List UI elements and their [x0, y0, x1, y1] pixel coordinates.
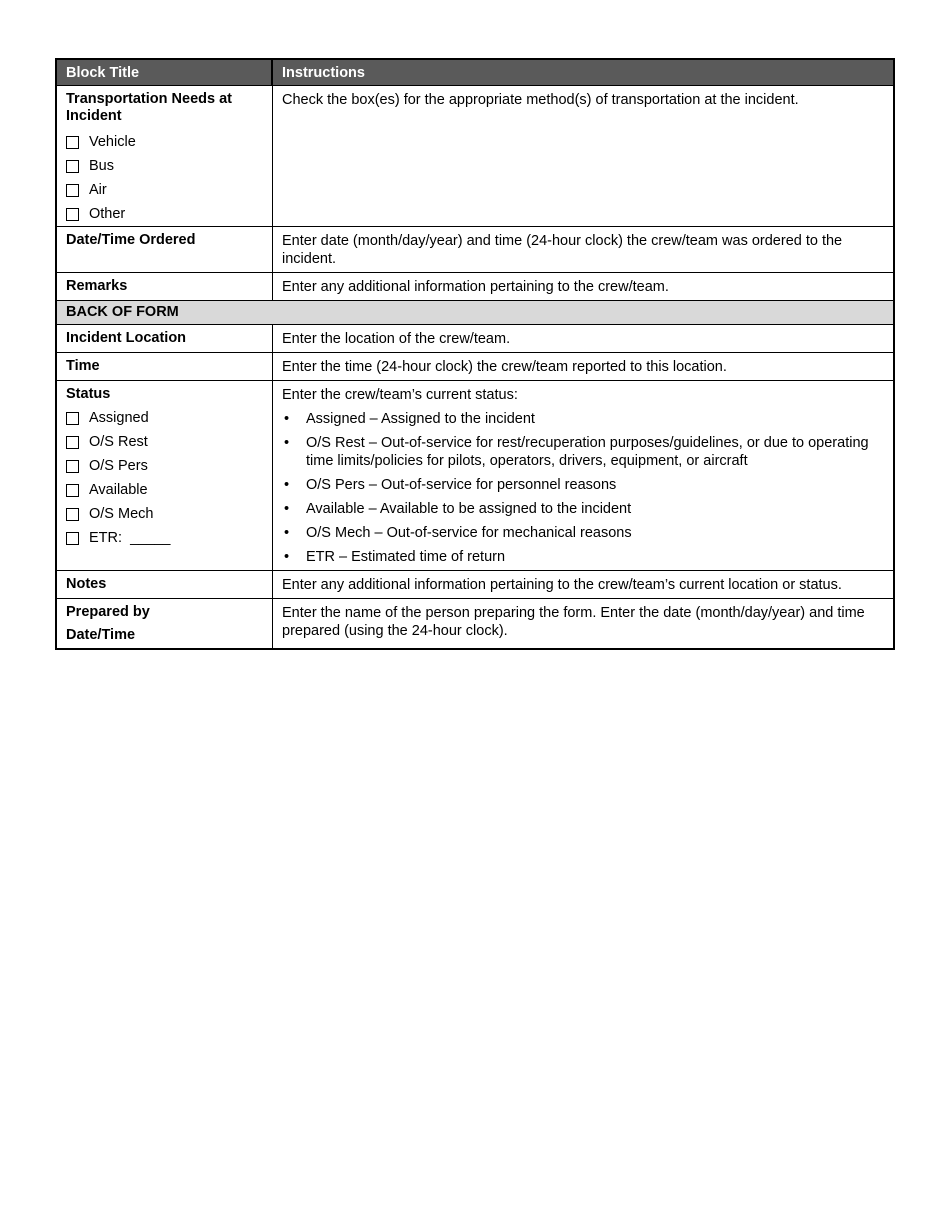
- ordered-instruction: Enter date (month/day/year) and time (24-hour clock) the crew/team was ordered to the incident.: [282, 233, 843, 267]
- header-block-title: Block Title: [57, 60, 273, 85]
- list-item: • Assigned – Assigned to the incident: [284, 411, 535, 427]
- checkbox-label: Air: [89, 182, 107, 198]
- checkbox-label: Other: [89, 206, 126, 222]
- prepared-by-title: Prepared by: [66, 604, 150, 620]
- table-row: [57, 598, 893, 648]
- other-checkbox[interactable]: [66, 208, 79, 221]
- bullet-icon: •: [284, 435, 290, 451]
- checkbox-label: Available: [89, 482, 148, 498]
- os-mech-checkbox[interactable]: [66, 508, 79, 521]
- air-checkbox[interactable]: [66, 184, 79, 197]
- status-title: Status: [66, 386, 111, 402]
- location-title: Incident Location: [57, 325, 273, 352]
- bullet-icon: •: [284, 501, 290, 517]
- table-header: [57, 60, 893, 85]
- available-checkbox[interactable]: [66, 484, 79, 497]
- remarks-instruction: Enter any additional information pertaining to the crew/team.: [282, 279, 669, 295]
- checkbox-label: O/S Rest: [89, 434, 148, 450]
- table-row: [57, 272, 893, 300]
- checkbox-label: ETR: _____: [89, 530, 171, 546]
- table-row: [57, 352, 893, 380]
- checkbox-label: O/S Mech: [89, 506, 154, 522]
- list-item: • ETR – Estimated time of return: [284, 549, 506, 565]
- bus-checkbox[interactable]: [66, 160, 79, 173]
- table-row: [57, 380, 893, 570]
- bullet-icon: •: [284, 411, 290, 427]
- assigned-checkbox[interactable]: [66, 412, 79, 425]
- checkbox-label: Vehicle: [89, 134, 136, 150]
- instructions-table: [55, 58, 895, 650]
- checkbox-label: O/S Pers: [89, 458, 148, 474]
- list-item: • O/S Pers – Out-of-service for personnel reasons: [284, 477, 617, 493]
- remarks-title: Remarks: [57, 273, 273, 300]
- transport-instruction: Check the box(es) for the appropriate method(s) of transportation at the incident.: [282, 92, 799, 108]
- ordered-title: Date/Time Ordered: [57, 227, 273, 272]
- table-row: [57, 85, 893, 226]
- os-pers-checkbox[interactable]: [66, 460, 79, 473]
- notes-instruction: Enter any additional information pertaining to the crew/team’s current location or status.: [282, 577, 842, 593]
- time-instruction: Enter the time (24-hour clock) the crew/team reported to this location.: [282, 359, 727, 375]
- notes-title: Notes: [57, 571, 273, 598]
- table-row: [57, 570, 893, 598]
- status-intro: Enter the crew/team’s current status:: [282, 387, 518, 403]
- list-item: • O/S Mech – Out-of-service for mechanical reasons: [284, 525, 632, 541]
- bullet-icon: •: [284, 549, 290, 565]
- bullet-icon: •: [284, 525, 290, 541]
- location-instruction: Enter the location of the crew/team.: [282, 331, 511, 347]
- table-row: [57, 226, 893, 272]
- prepared-instruction: Enter the name of the person preparing the form. Enter the date (month/day/year) and time prepared (using the 24-hour clock).: [282, 605, 865, 639]
- prepared-datetime-title: Date/Time: [66, 627, 136, 643]
- list-item: • Available – Available to be assigned to the incident: [284, 501, 632, 517]
- vehicle-checkbox[interactable]: [66, 136, 79, 149]
- back-of-form-section: BACK OF FORM: [57, 300, 893, 324]
- table-row: [57, 324, 893, 352]
- os-rest-checkbox[interactable]: [66, 436, 79, 449]
- checkbox-label: Assigned: [89, 410, 149, 426]
- header-instructions: Instructions: [282, 65, 365, 81]
- checkbox-label: Bus: [89, 158, 114, 174]
- time-title: Time: [57, 353, 273, 380]
- transport-title: Transportation Needs at Incident: [66, 91, 232, 124]
- etr-checkbox[interactable]: [66, 532, 79, 545]
- bullet-icon: •: [284, 477, 290, 493]
- list-item: • O/S Rest – Out-of-service for rest/recuperation purposes/guidelines, or due to operating time limits/policies for pilots, operators, drivers, equipment, or aircraft: [284, 435, 869, 469]
